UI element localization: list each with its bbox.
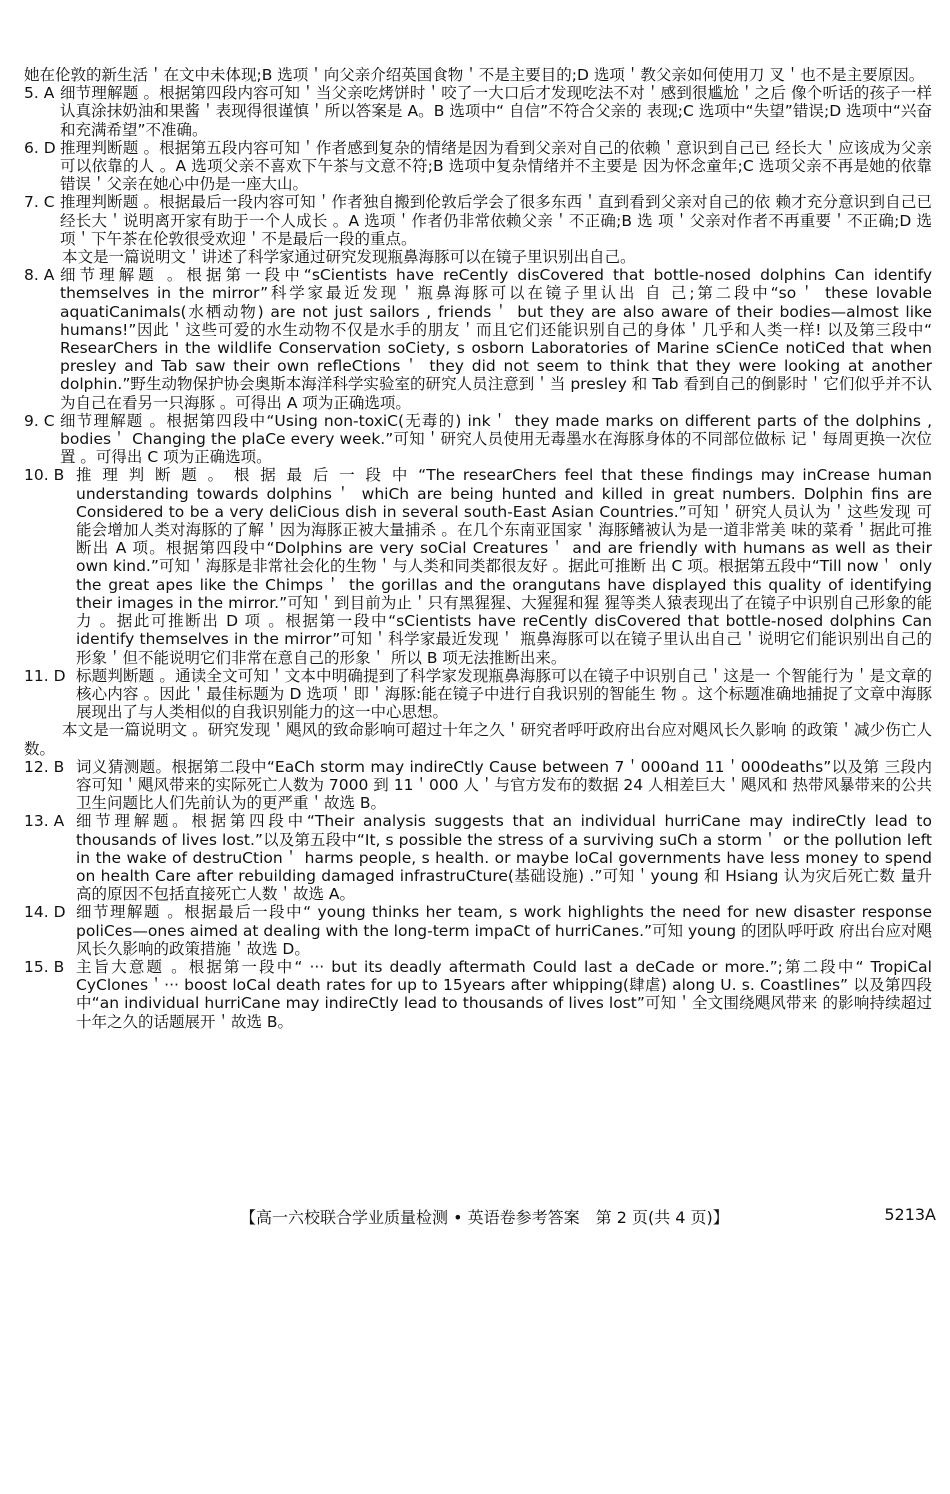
answer-number: 14. D xyxy=(24,903,66,922)
page-footer xyxy=(0,1205,950,1229)
answer-explanation: 细节理解题 。根据最后一段中“ young thinks her team, s work highlights the need for new disaster response poliCes—ones aimed at dealing with the long-term impaCt of hurriCanes.”可知 young 的团队呼吁政 府出台应对飓风长久影响的政策措施＇故选 D。 xyxy=(76,903,932,958)
footer-title: 【高一六校联合学业质量检测 • 英语卷参考答案 第 2 页(共 4 页)】 xyxy=(240,1208,729,1227)
answer-explanation: 细节理解题 。根据第一段中“sCientists have reCently disCovered that bottle-nosed dolphins Can identify themselves in the mirror”科学家最近发现＇瓶鼻海豚可以在镜子里认出 自 己;第二段中“so＇ these lovable aquatiCanimals(水栖动物) are not just sailors , friends＇ but they are also aware of their bodies—almost like humans!”因此＇这些可爱的水生动物不仅是水手的朋友＇而且它们还能识别自己的身体＇几乎和人类一样! 以及第三段中“ ResearChers in the wildlife Conservation soCiety, s osborn Laboratories of Marine sCienCe notiCed that when presley and Tab saw their own refleCtions＇ they did not seem to think that they were looking at another dolphin.”野生动物保护协会奥斯本海洋科学实验室的研究人员注意到＇当 presley 和 Tab 看到自己的倒影时＇它们似乎并不认为自己在看另一只海豚 。可得出 A 项为正确选项。 xyxy=(60,266,932,412)
answer-number: 11. D xyxy=(24,666,66,685)
answer-item-5 xyxy=(24,84,932,139)
answer-number: 8. A xyxy=(24,266,55,285)
answer-number: 15. B xyxy=(24,957,65,976)
answer-item-6 xyxy=(24,139,932,194)
answer-explanation: 细节理解题 。根据第四段内容可知＇当父亲吃烤饼时＇咬了一大口后才发现吃法不对＇感到很尴尬＇之后 像个听话的孩子一样认真涂抹奶油和果酱＇表现得很谨慎＇所以答案是 A。B 选项中“ 自信”不符合父亲的 表现;C 选项中“失望”错误;D 选项中“兴奋和充满希望”不准确。 xyxy=(60,84,932,139)
footer-code: 5213A xyxy=(884,1205,936,1224)
answer-item-9 xyxy=(24,412,932,467)
answer-item-15 xyxy=(24,958,932,1031)
answer-number: 13. A xyxy=(24,812,65,831)
answer-explanation: 词义猜测题。根据第二段中“EaCh storm may indireCtly Cause between 7＇000and 11＇000deaths”以及第 三段内容可知＇飓风带来的实际死亡人数为 7000 到 11＇000 人＇与官方发布的数据 24 人相差巨大＇飓风和 热带风暴带来的公共卫生问题比人们先前认为的更严重＇故选 B。 xyxy=(76,757,932,813)
answer-number: 9. C xyxy=(24,411,55,430)
answer-key-page xyxy=(24,66,932,1031)
answer-item-12 xyxy=(24,758,932,813)
answer-item-8 xyxy=(24,266,932,412)
answer-explanation: 细节理解题。根据第四段中“Their analysis suggests that an individual hurriCane may indireCtly lead to thousands of lives lost.”以及第五段中“It, s possible the stress of a surviving suCh a storm＇ or the pollution left in the wake of destruCtion＇ harms people, s health. or maybe loCal governments have less money to spend on health Care after rebuilding damaged infrastruCture(基础设施) .”可知＇young 和 Hsiang 认为灾后死亡数 量升高的原因不包括直接死亡人数＇故选 A。 xyxy=(76,812,932,904)
answer-item-7 xyxy=(24,193,932,248)
answer-number: 6. D xyxy=(24,138,56,157)
answer-item-11 xyxy=(24,667,932,722)
answer-number: 12. B xyxy=(24,757,65,776)
answer-explanation: 标题判断题 。通读全文可知＇文本中明确提到了科学家发现瓶鼻海豚可以在镜子中识别自己＇这是一 个智能行为＇是文章的核心内容 。因此＇最佳标题为 D 选项＇即＇海豚:能在镜子中进行自我识别的智能生 物 。这个标题准确地捕捉了文章中海豚展现出了与人类相似的自我识别能力的这一中心思想。 xyxy=(76,666,932,722)
passage-summary: 本文是一篇说明文 。研究发现＇飓风的致命影响可超过十年之久＇研究者呼吁政府出台应对飓风长久影响 的政策＇减少伤亡人数。 xyxy=(24,721,932,758)
answer-explanation: 推理判断题 。根据最后一段内容可知＇作者独自搬到伦敦后学会了很多东西＇直到看到父亲对自己的依 赖才充分意识到自己已经长大＇说明离开家有助于一个人成长 。A 选项＇作者仍非常依赖父亲＇不正确;B 选 项＇父亲对作者不再重要＇不正确;D 选项＇下午茶在伦敦很受欢迎＇不是最后一段的重点。 xyxy=(60,193,932,248)
answer-explanation: 主旨大意题 。根据第一段中“ ··· but its deadly aftermath Could last a deCade or more.”;第二段中“ TropiCal CyClones＇··· boost loCal death rates for up to 15years after whipping(肆虐) along U. s. Coastlines” 以及第四段中“an individual hurriCane may indireCtly lead to thousands of lives lost”可知＇全文围绕飓风带来 的影响持续超过十年之久的话题展开＇故选 B。 xyxy=(76,957,932,1031)
answer-number: 5. A xyxy=(24,84,55,103)
lead-paragraph: 她在伦敦的新生活＇在文中未体现;B 选项＇向父亲介绍英国食物＇不是主要目的;D 选项＇教父亲如何使用刀 叉＇也不是主要原因。 xyxy=(24,66,925,84)
answer-item-13 xyxy=(24,812,932,903)
answer-number: 10. B xyxy=(24,466,65,485)
answer-item-10 xyxy=(24,466,932,666)
answer-number: 7. C xyxy=(24,193,55,212)
answer-item-14 xyxy=(24,903,932,958)
answer-explanation: 推理判断题 。根据第五段内容可知＇作者感到复杂的情绪是因为看到父亲对自己的依赖＇意识到自己已 经长大＇应该成为父亲可以依靠的人 。A 选项父亲不喜欢下午茶与文意不符;B 选项中复杂情绪并不主要是 因为怀念童年;C 选项父亲不再是她的依靠错误＇父亲在她心中仍是一座大山。 xyxy=(60,138,932,194)
answer-explanation: 细节理解题 。根据第四段中“Using non-toxiC(无毒的) ink＇ they made marks on different parts of the dolphins , bodies＇ Changing the plaCe every week.”可知＇研究人员使用无毒墨水在海豚身体的不同部位做标 记＇每周更换一次位置 。可得出 C 项为正确选项。 xyxy=(60,411,932,467)
answer-explanation: 推 理 判 断 题 。 根 据 最 后 一 段 中 “The researChers feel that these findings may inCrease human understanding towards dolphins＇ whiCh are being hunted and killed in great numbers. Dolphin fins are Considered to be a very deliCious dish in several south-East Asian Countries.”可知＇研究人员认为＇这些发现 可能会增加人类对海豚的了解＇因为海豚正被大量捕杀 。在几个东南亚国家＇海豚鳍被认为是一道非常美 味的菜肴＇据此可推断出 A 项。根据第四段中“Dolphins are very soCial Creatures＇ and are friendly with humans as well as their own kind.”可知＇海豚是非常社会化的生物＇与人类和同类都很友好 。据此可推断 出 C 项。根据第五段中“Till now＇ only the great apes like the Chimps＇ the gorillas and the orangutans have displayed this quality of identifying their images in the mirror.”可知＇到目前为止＇只有黑猩猩、大猩猩和猩 猩等类人猿表现出了在镜子中识别自己形象的能力 。据此可推断出 D 项 。根据第一段中“sCientists have reCently disCovered that bottle-nosed dolphins Can identify themselves in the mirror”可知＇科学家最近发现＇ 瓶鼻海豚可以在镜子里认出自己＇说明它们能识别出自己的形象＇但不能说明它们非常在意自己的形象＇ 所以 B 项无法推断出来。 xyxy=(76,466,932,667)
passage-summary: 本文是一篇说明文＇讲述了科学家通过研究发现瓶鼻海豚可以在镜子里识别出自己。 xyxy=(62,248,636,267)
